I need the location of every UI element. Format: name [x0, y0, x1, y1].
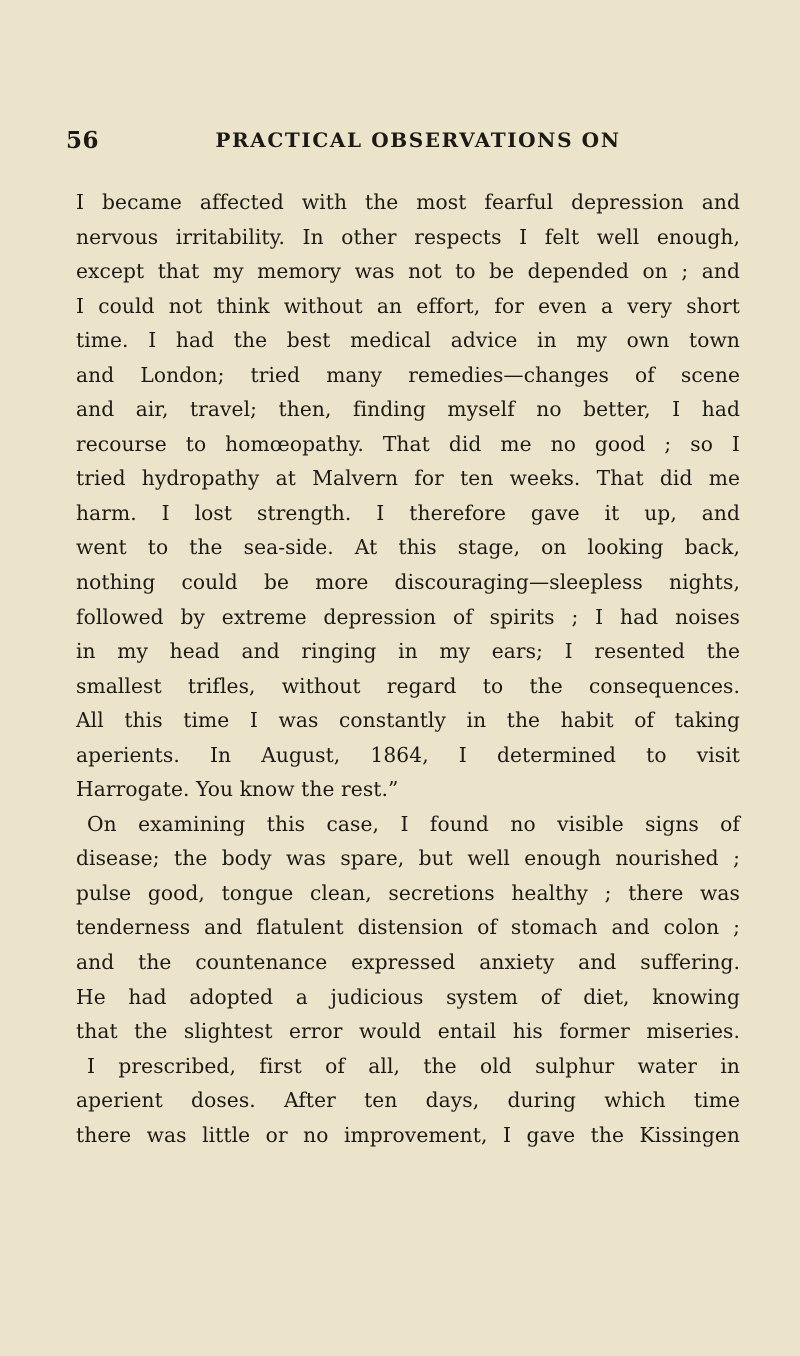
body-text: [76, 185, 740, 1152]
text-line: in my head and ringing in my ears; I resented the: [76, 639, 740, 664]
text-line: there was little or no improvement, I gave the Kissingen: [76, 1122, 740, 1147]
text-line: harm. I lost strength. I therefore gave it up, and: [76, 500, 740, 525]
text-line: and air, travel; then, finding myself no better, I had: [76, 397, 740, 422]
text-line: nervous irritability. In other respects I felt well enough,: [76, 224, 740, 249]
text-line: went to the sea-side. At this stage, on looking back,: [76, 535, 740, 560]
page-header: [66, 127, 746, 157]
text-line: disease; the body was spare, but well enough nourished ;: [76, 846, 740, 871]
text-line: tenderness and flatulent distension of stomach and colon ;: [76, 915, 740, 940]
text-line: and London; tried many remedies—changes of scene: [76, 362, 740, 387]
text-line: I became affected with the most fearful depression and: [76, 190, 740, 214]
text-line: time. I had the best medical advice in my own town: [76, 328, 740, 353]
text-line: nothing could be more discouraging—sleepless nights,: [76, 570, 740, 595]
text-line: Harrogate. You know the rest.”: [76, 777, 399, 802]
text-line: He had adopted a judicious system of diet, knowing: [76, 984, 740, 1009]
text-line: On examining this case, I found no visible signs of: [87, 811, 740, 836]
text-line: smallest trifles, without regard to the consequences.: [76, 673, 740, 698]
text-line: I could not think without an effort, for even a very short: [76, 293, 740, 318]
text-line: followed by extreme depression of spirits ; I had noises: [76, 604, 740, 629]
page-number: 56: [66, 127, 100, 154]
text-line: and the countenance expressed anxiety and suffering.: [76, 950, 740, 975]
running-head: PRACTICAL OBSERVATIONS ON: [215, 128, 621, 152]
text-line: All this time I was constantly in the habit of taking: [76, 708, 740, 733]
text-line: pulse good, tongue clean, secretions healthy ; there was: [76, 880, 740, 905]
text-line: I prescribed, first of all, the old sulphur water in: [87, 1053, 740, 1078]
text-line: recourse to homœopathy. That did me no good ; so I: [76, 431, 740, 456]
text-line: that the slightest error would entail his former miseries.: [76, 1019, 740, 1044]
text-line: aperients. In August, 1864, I determined to visit: [76, 742, 740, 767]
text-line: except that my memory was not to be depended on ; and: [76, 259, 740, 284]
text-line: aperient doses. After ten days, during which time: [76, 1088, 740, 1113]
text-line: tried hydropathy at Malvern for ten weeks. That did me: [76, 466, 740, 491]
